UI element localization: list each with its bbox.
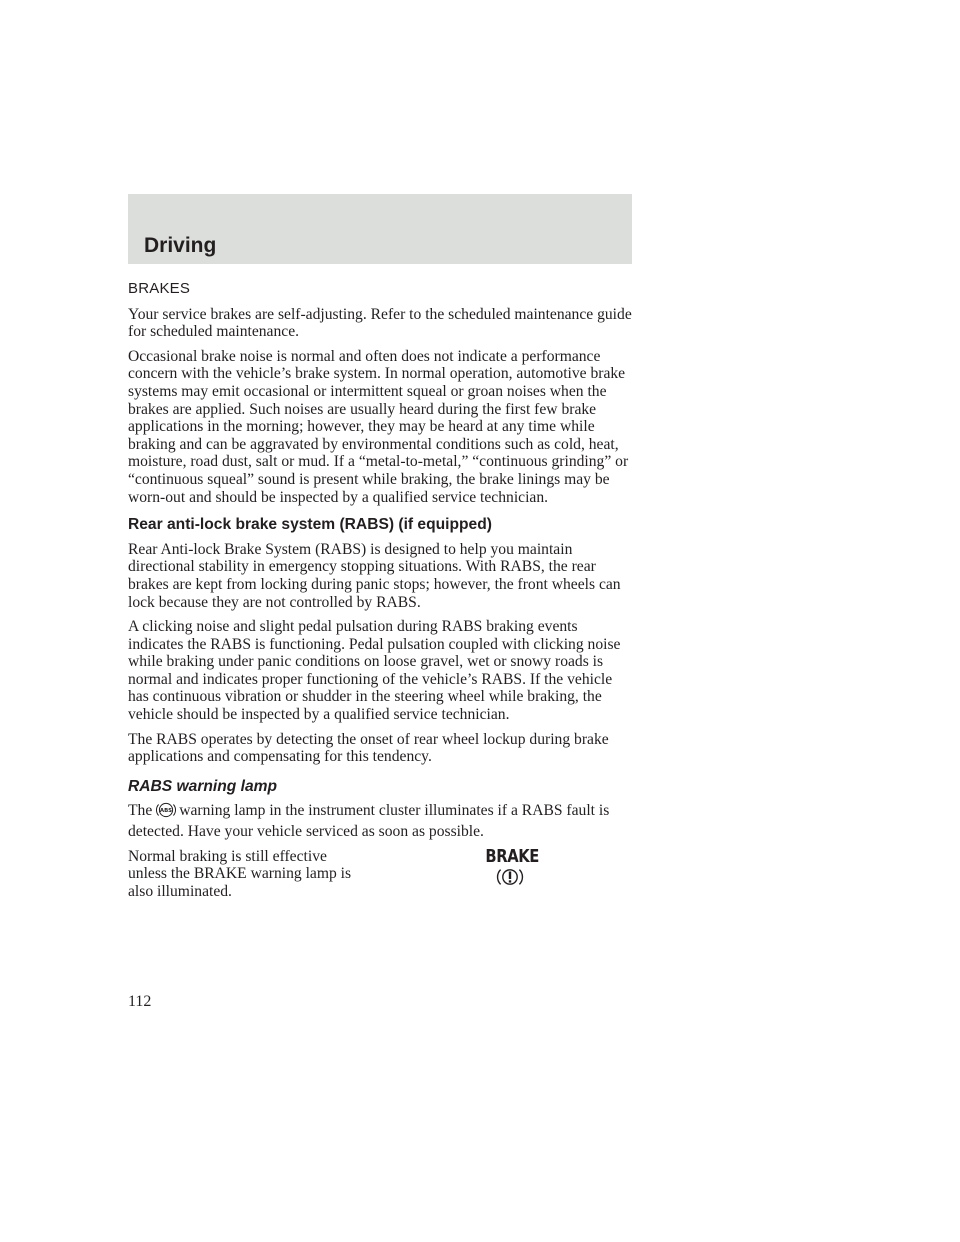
rabs-heading: Rear anti-lock brake system (RABS) (if equipped) bbox=[128, 516, 492, 534]
brake-exclamation-icon bbox=[492, 866, 528, 888]
rabs-warning-lamp-heading: RABS warning lamp bbox=[128, 777, 278, 795]
brake-lamp-label: BRAKE bbox=[485, 845, 539, 867]
paragraph-rabs-operation: The RABS operates by detecting the onset of rear wheel lockup during brake applications and compensating for this tendency. bbox=[128, 730, 609, 766]
paragraph-self-adjusting: Your service brakes are self-adjusting. Refer to the scheduled maintenance guide for scheduled maintenance. bbox=[128, 305, 632, 341]
paragraph-brake-noise: Occasional brake noise is normal and often does not indicate a performance concern with the vehicle’s brake system. In normal operation, automotive brake systems may emit occasional or intermittent squeal or groan noises when the brakes are applied. Such noises are usually heard during the first few brake applications in the morning; however, they may be heard at any time while braking and can be aggravated by environmental conditions such as cold, heat, moisture, road dust, salt or mud. If a “metal-to-metal,” “continuous grinding” or “continuous squeal” sound is present while braking, the brake linings may be worn-out and should be inspected by a qualified service technician. bbox=[128, 347, 629, 506]
abs-icon-label: ABS bbox=[160, 808, 173, 815]
normal-braking-row bbox=[128, 845, 634, 901]
paragraph-normal-braking: Normal braking is still effective unless the BRAKE warning lamp is also illuminated. bbox=[128, 847, 352, 900]
section-header-band bbox=[128, 194, 632, 264]
page-number: 112 bbox=[128, 993, 152, 1010]
warning-text-before: The bbox=[128, 802, 153, 820]
paragraph-rabs-clicking: A clicking noise and slight pedal pulsation during RABS braking events indicates the RABS is functioning. Pedal pulsation coupled with clicking noise while braking under panic conditions on loose gravel, wet or snowy roads is normal and indicates proper functioning of the vehicle’s RABS. If the vehicle has continuous vibration or shudder in the steering wheel while braking, the vehicle should be inspected by a qualified service technician. bbox=[128, 618, 621, 724]
warning-text-after: warning lamp in the instrument cluster illuminates if a RABS fault is detected. Have your vehicle serviced as soon as possible. bbox=[128, 802, 610, 841]
abs-warning-icon bbox=[155, 802, 177, 823]
brake-warning-icon bbox=[480, 845, 540, 892]
brakes-heading: BRAKES bbox=[128, 280, 191, 297]
paragraph-rabs-warning bbox=[128, 802, 634, 840]
page-content bbox=[128, 280, 634, 907]
section-title: Driving bbox=[144, 234, 217, 257]
paragraph-rabs-purpose: Rear Anti-lock Brake System (RABS) is designed to help you maintain directional stability in emergency stopping situations. With RABS, the rear brakes are kept from locking during panic stops; however, the front wheels can lock because they are not controlled by RABS. bbox=[128, 540, 621, 611]
